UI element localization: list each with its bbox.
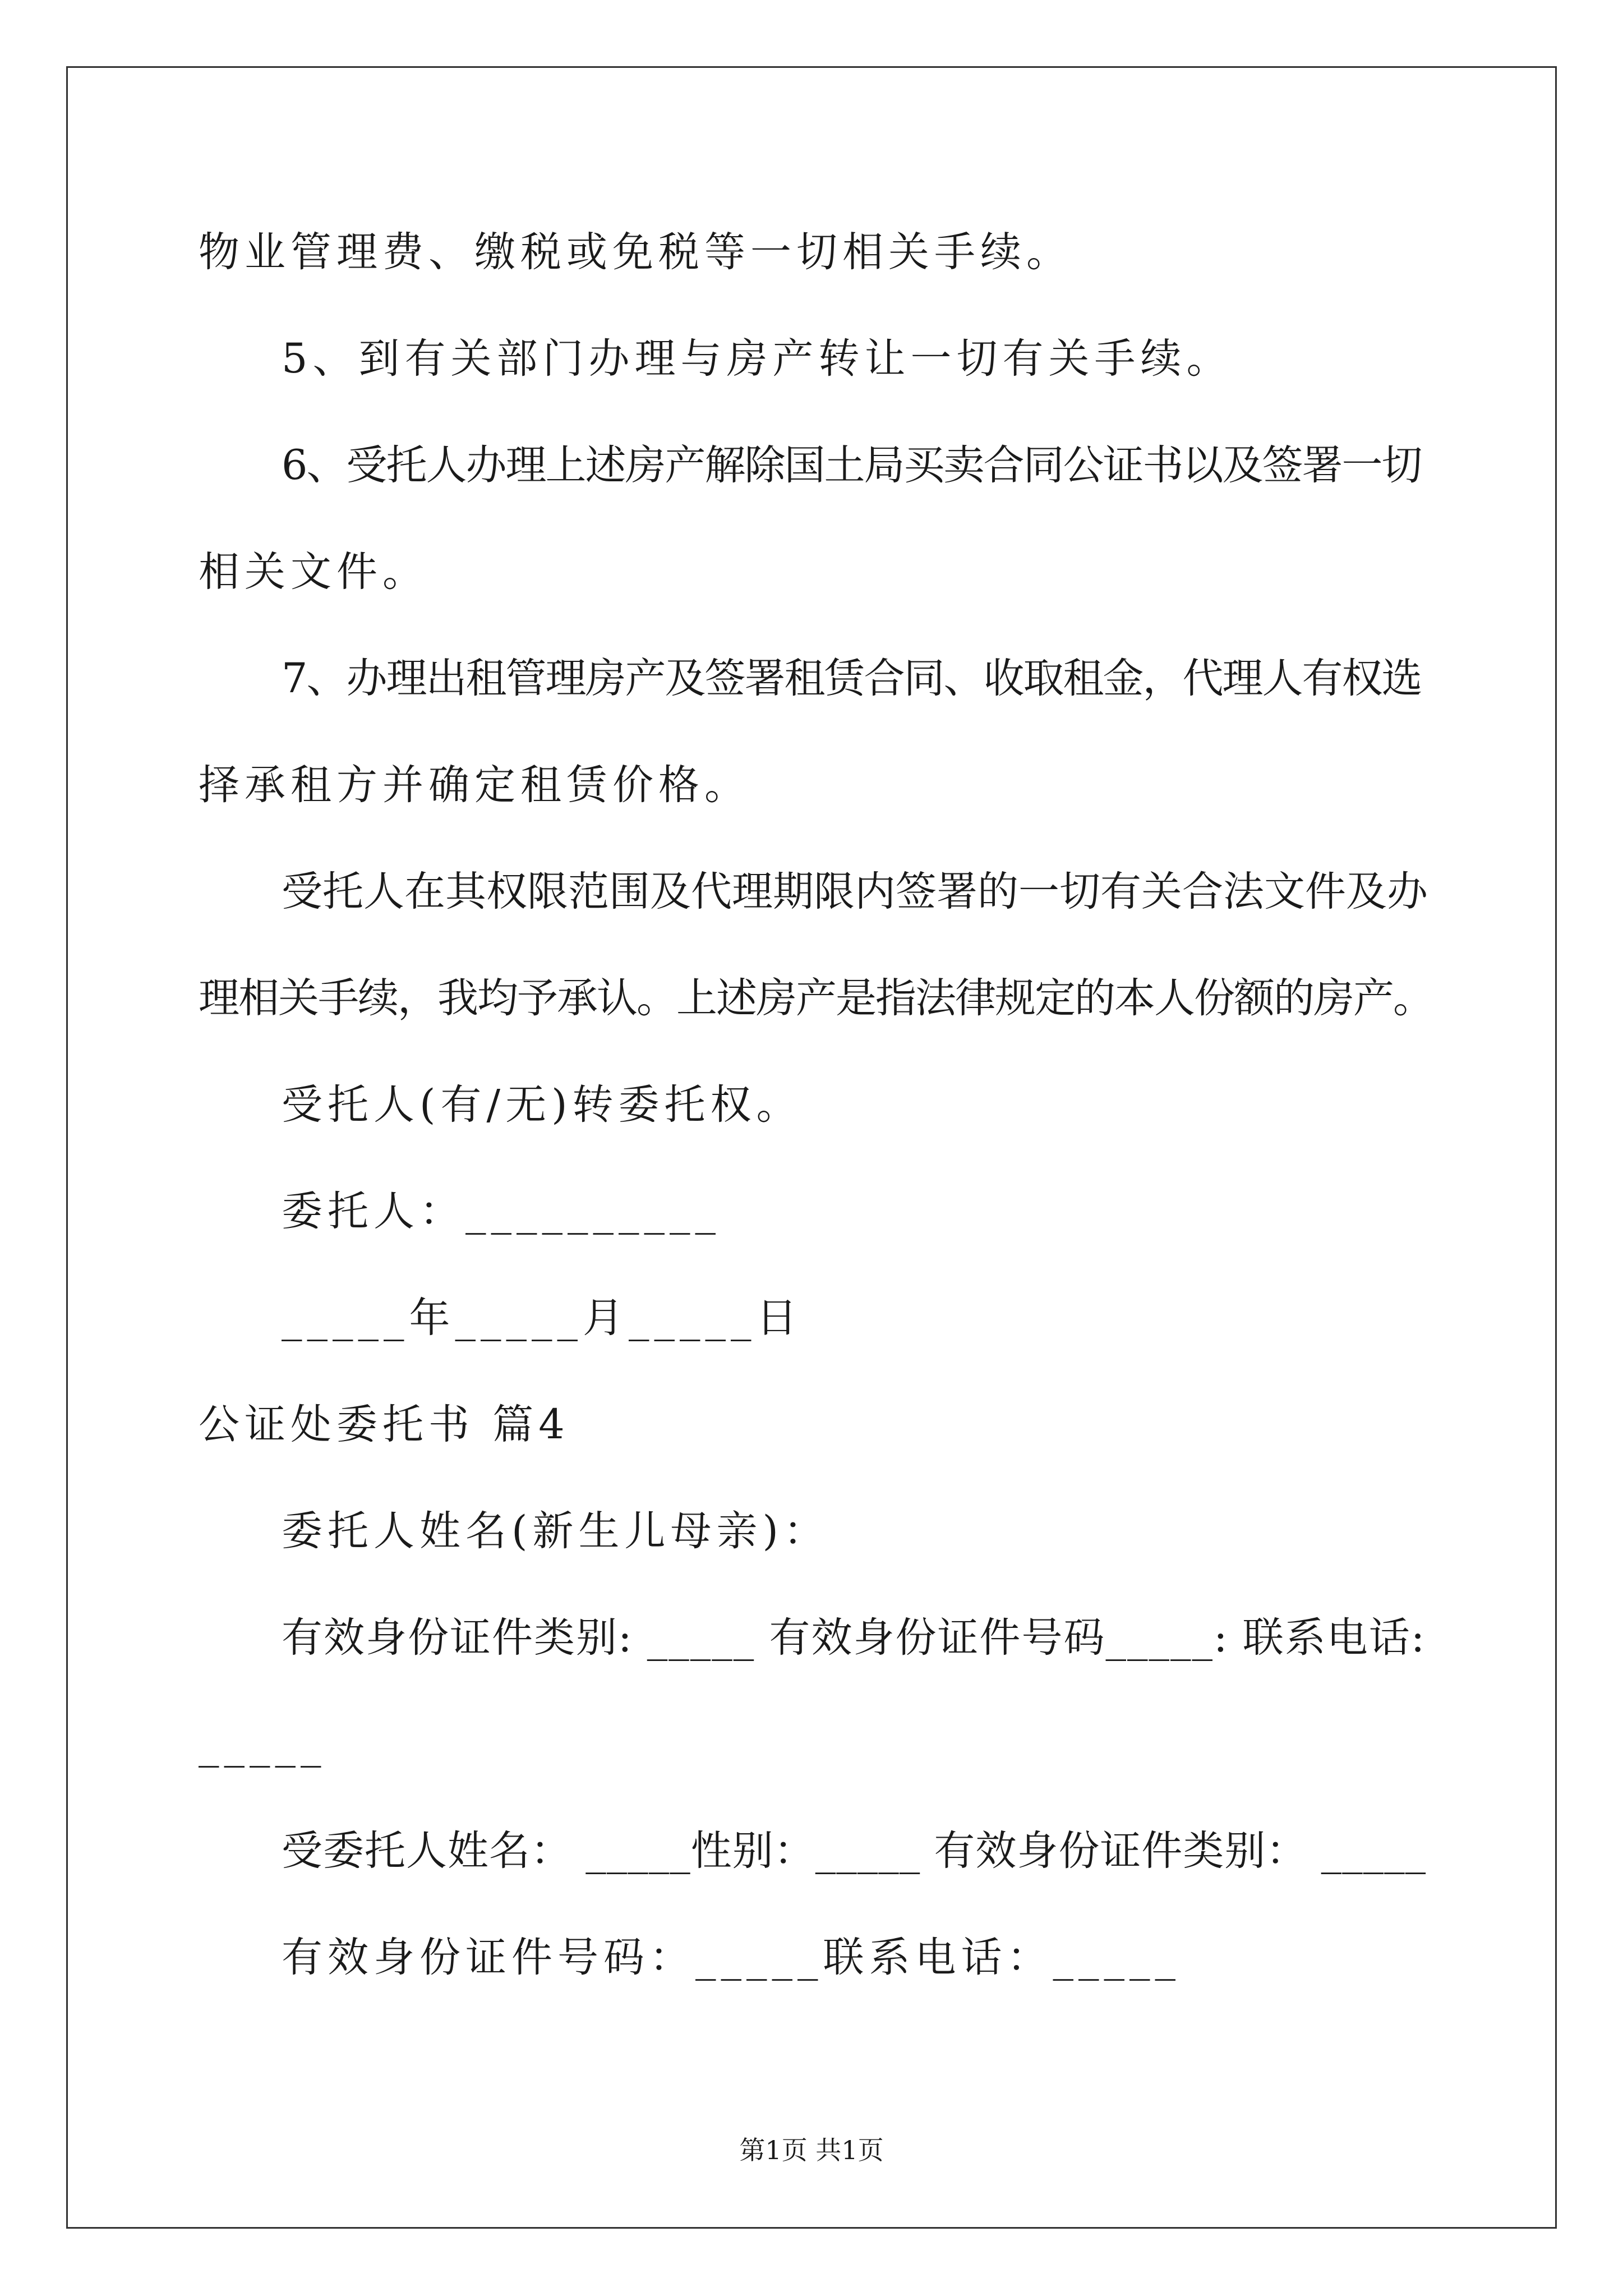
text-line-2: 5、到有关部门办理与房产转让一切有关手续。 [282,335,1233,383]
section-heading: 公证处委托书 篇4 [199,1401,570,1448]
text-line-9: 受托人(有/无)转委托权。 [282,1081,803,1129]
text-line-14: 有效身份证件类别: _____ 有效身份证件号码_____: 联系电话: [282,1614,1426,1662]
text-line-15: _____ [199,1720,326,1768]
text-line-3: 6、受托人办理上述房产解除国土局买卖合同公证书以及签署一切 [282,441,1422,489]
text-line-1: 物业管理费、缴税或免税等一切相关手续。 [199,228,1072,276]
text-line-5: 7、办理出租管理房产及签署租赁合同、收取租金，代理人有权选 [282,655,1422,702]
text-line-13: 委托人姓名(新生儿母亲)： [282,1507,829,1555]
text-line-8: 理相关手续，我均予承认。上述房产是指法律规定的本人份额的房产。 [199,974,1433,1022]
text-line-6: 择承租方并确定租赁价格。 [199,761,750,809]
text-line-11: _____年_____月_____日 [282,1294,803,1342]
page-indicator: 第1页 共1页 [739,2135,884,2165]
text-line-7: 受托人在其权限范围及代理期限内签署的一切有关合法文件及办 [282,868,1428,915]
page-border [66,66,1557,2229]
text-line-4: 相关文件。 [199,548,428,596]
text-line-16: 受委托人姓名： _____性别：_____ 有效身份证件类别： _____ [282,1827,1427,1875]
text-line-17: 有效身份证件号码：_____联系电话：_____ [282,1934,1181,1981]
text-line-10: 委托人：__________ [282,1188,721,1235]
